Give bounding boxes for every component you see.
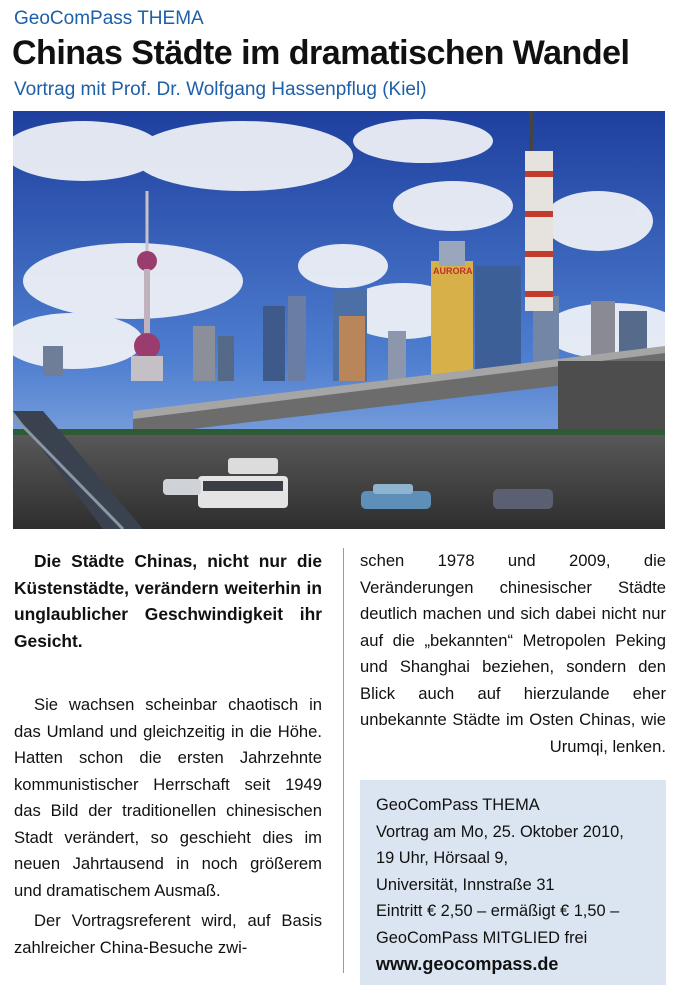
article-right-column <box>360 548 666 760</box>
body-paragraph-2-cont: schen 1978 und 2009, die Veränderungen chinesischer Städte deutlich machen und sich dabei nicht nur auf die „bekannten“ Metropolen Peking und Shanghai beziehen, sondern den Blick auch auf hierzulande eher unbekannte Städte im Osten Chinas, wie Urumqi, lenken. <box>360 551 666 756</box>
info-price: Eintritt € 2,50 – ermäßigt € 1,50 – <box>376 902 620 920</box>
subtitle: Vortrag mit Prof. Dr. Wolfgang Hassenpflug (Kiel) <box>14 79 427 100</box>
website-link[interactable]: www.geocompass.de <box>376 954 559 974</box>
lead-paragraph: Die Städte Chinas, nicht nur die Küstenstädte, verändern weiterhin in unglaublicher Geschwindigkeit ihr Gesicht. <box>14 551 322 651</box>
info-members: GeoComPass MITGLIED frei <box>376 928 588 947</box>
body-paragraph-1: Sie wachsen scheinbar chaotisch in das Umland und gleichzeitig in die Höhe. Hatten schon die ersten Jahrzehnte kommunistischer Herrschaft seit 1949 das Bild der traditionellen chinesischen Stadt verändert, so geschieht dies im neuen Jahrtausend in noch größerem und dramatischem Ausmaß. <box>14 695 322 900</box>
info-date: Vortrag am Mo, 25. Oktober 2010, <box>376 822 624 841</box>
info-location: Universität, Innstraße 31 <box>376 875 555 894</box>
aurora-sign: AURORA <box>433 266 473 276</box>
info-time-room: 19 Uhr, Hörsaal 9, <box>376 849 509 867</box>
article-left-column <box>14 548 322 961</box>
event-info-box <box>360 780 666 985</box>
kicker: GeoComPass THEMA <box>14 8 204 29</box>
info-kicker: GeoComPass THEMA <box>376 796 540 814</box>
body-paragraph-2-start: Der Vortragsreferent wird, auf Basis zahlreicher China-Besuche zwi- <box>14 911 322 957</box>
page-title: Chinas Städte im dramatischen Wandel <box>12 34 630 72</box>
column-divider <box>343 548 344 973</box>
photo-shanghai-skyline <box>13 111 665 529</box>
